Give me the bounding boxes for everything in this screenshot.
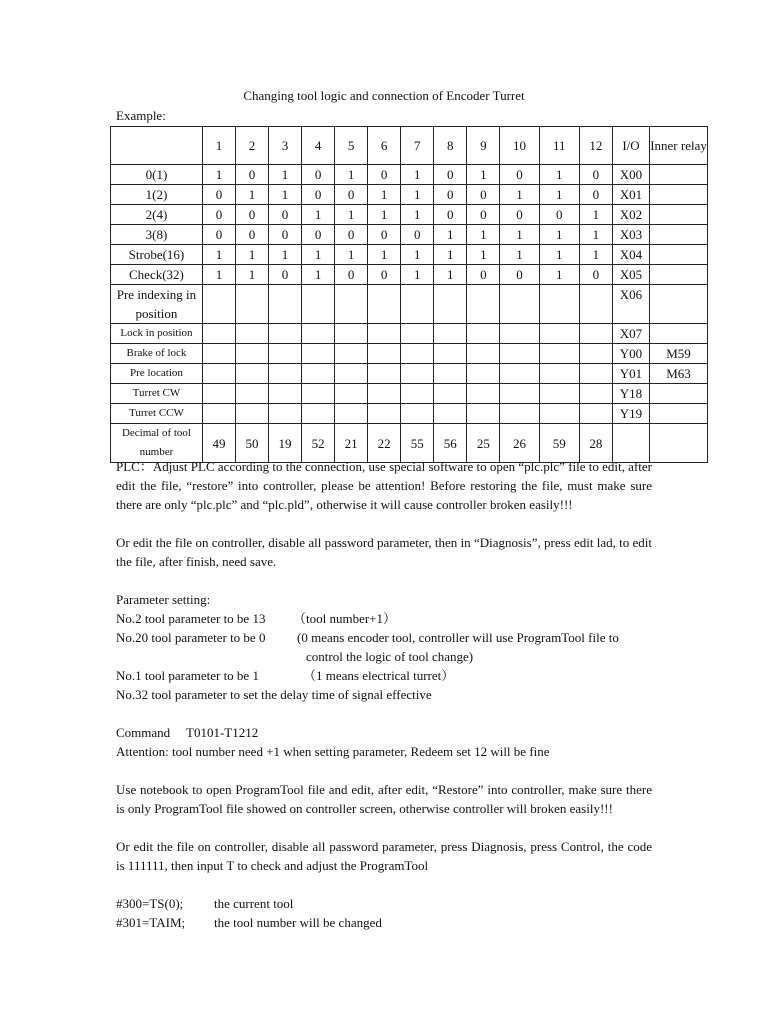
bit-cell: 1 [368, 185, 401, 205]
bit-cell [368, 285, 401, 324]
relay-cell [650, 165, 708, 185]
bit-cell: 0 [202, 205, 235, 225]
bit-cell [335, 384, 368, 404]
bit-cell [269, 344, 302, 364]
bit-cell: 0 [368, 225, 401, 245]
table-row [111, 344, 708, 364]
param-no1-name: No.1 tool parameter to be 1 [116, 668, 259, 683]
bit-cell [401, 384, 434, 404]
row-label: 3(8) [111, 225, 203, 245]
bit-cell: 0 [302, 165, 335, 185]
table-row [111, 165, 708, 185]
bit-cell [434, 344, 467, 364]
bit-cell: 1 [500, 225, 539, 245]
bit-cell [401, 285, 434, 324]
io-cell: X02 [612, 205, 649, 225]
table-row [111, 384, 708, 404]
row-label: 0(1) [111, 165, 203, 185]
bit-cell: 1 [434, 225, 467, 245]
bit-cell [368, 324, 401, 344]
header-cell: 4 [302, 127, 335, 165]
bit-cell: 0 [202, 185, 235, 205]
header-cell [111, 127, 203, 165]
bit-cell [539, 285, 579, 324]
bit-cell [368, 384, 401, 404]
bit-cell [235, 364, 268, 384]
row-label: 2(4) [111, 205, 203, 225]
param-no20-note: (0 means encoder tool, controller will use ProgramTool file to [297, 630, 619, 645]
programtool-paragraph: Use notebook to open ProgramTool file and edit, after edit, “Restore” into controller, make sure there is only ProgramTool file showed on controller screen, otherwise controller will broken easily!!! [116, 782, 652, 816]
io-cell: Y18 [612, 384, 649, 404]
plc-paragraph-2: Or edit the file on controller, disable all password parameter, then in “Diagnosis”, press edit lad, to edit the file, after finish, need save. [116, 535, 652, 569]
relay-cell [650, 324, 708, 344]
bit-cell [269, 324, 302, 344]
bit-cell: 1 [539, 185, 579, 205]
bit-cell: 0 [500, 265, 539, 285]
bit-cell [269, 384, 302, 404]
table-row [111, 185, 708, 205]
row-label: Turret CCW [111, 404, 203, 424]
bit-cell: 1 [500, 185, 539, 205]
bit-cell [401, 404, 434, 424]
bit-cell: 1 [335, 165, 368, 185]
relay-cell: M63 [650, 364, 708, 384]
io-cell: X07 [612, 324, 649, 344]
io-cell: X03 [612, 225, 649, 245]
bit-cell: 1 [539, 225, 579, 245]
bit-cell: 1 [302, 205, 335, 225]
bit-cell: 1 [401, 165, 434, 185]
bit-cell: 1 [579, 205, 612, 225]
bit-cell [579, 285, 612, 324]
header-cell: 9 [467, 127, 500, 165]
bit-cell [467, 324, 500, 344]
bit-cell: 0 [434, 165, 467, 185]
relay-cell [650, 205, 708, 225]
bit-cell: 0 [335, 265, 368, 285]
param-no20-note-cont: control the logic of tool change) [306, 649, 474, 664]
bit-cell: 59 [539, 424, 579, 463]
param-line-no2 [116, 609, 652, 628]
bit-cell [500, 344, 539, 364]
bit-cell: 0 [235, 225, 268, 245]
relay-cell [650, 404, 708, 424]
document-title: Changing tool logic and connection of Encoder Turret [243, 88, 525, 103]
example-label: Example: [116, 108, 166, 123]
row-label: Strobe(16) [111, 245, 203, 265]
table-row [111, 285, 708, 324]
bit-cell: 0 [539, 205, 579, 225]
bit-cell: 1 [235, 265, 268, 285]
bit-cell [500, 364, 539, 384]
io-cell: X04 [612, 245, 649, 265]
bit-cell: 1 [335, 205, 368, 225]
bit-cell [368, 344, 401, 364]
code-description: the tool number will be changed [214, 915, 382, 930]
bit-cell: 1 [269, 185, 302, 205]
bit-cell [579, 404, 612, 424]
bit-cell [579, 324, 612, 344]
bit-cell: 1 [539, 265, 579, 285]
header-cell: 8 [434, 127, 467, 165]
bit-cell [302, 285, 335, 324]
bit-cell [202, 404, 235, 424]
bit-cell [235, 384, 268, 404]
row-label: Pre indexing in position [111, 285, 203, 324]
bit-cell [335, 364, 368, 384]
tool-logic-table [110, 126, 708, 463]
header-cell: 12 [579, 127, 612, 165]
table-header-row [111, 127, 708, 165]
bit-cell: 1 [401, 265, 434, 285]
param-line-no32: No.32 tool parameter to set the delay time of signal effective [116, 687, 432, 702]
table-row [111, 265, 708, 285]
bit-cell [235, 285, 268, 324]
bit-cell [500, 384, 539, 404]
bit-cell: 21 [335, 424, 368, 463]
bit-cell: 1 [235, 245, 268, 265]
bit-cell: 0 [269, 225, 302, 245]
bit-cell: 55 [401, 424, 434, 463]
table-row [111, 225, 708, 245]
bit-cell: 1 [401, 205, 434, 225]
bit-cell: 1 [401, 185, 434, 205]
bit-cell [579, 364, 612, 384]
header-cell: Inner relay [650, 127, 708, 165]
param-no20-name: No.20 tool parameter to be 0 [116, 630, 266, 645]
bit-cell [335, 404, 368, 424]
bit-cell: 1 [467, 245, 500, 265]
bit-cell: 52 [302, 424, 335, 463]
bit-cell [579, 384, 612, 404]
bit-cell [467, 384, 500, 404]
bit-cell: 1 [467, 165, 500, 185]
io-cell: X00 [612, 165, 649, 185]
bit-cell: 1 [202, 165, 235, 185]
bit-cell: 0 [434, 185, 467, 205]
bit-cell [202, 344, 235, 364]
row-label: Check(32) [111, 265, 203, 285]
bit-cell: 0 [269, 265, 302, 285]
table-row [111, 364, 708, 384]
bit-cell [500, 285, 539, 324]
bit-cell: 1 [434, 265, 467, 285]
bit-cell: 0 [579, 165, 612, 185]
bit-cell [302, 404, 335, 424]
header-cell: I/O [612, 127, 649, 165]
bit-cell: 0 [434, 205, 467, 225]
bit-cell [269, 404, 302, 424]
param-line-no1 [116, 666, 652, 685]
header-cell: 7 [401, 127, 434, 165]
row-label: Pre location [111, 364, 203, 384]
table-row [111, 245, 708, 265]
bit-cell: 1 [368, 205, 401, 225]
bit-cell: 1 [202, 245, 235, 265]
bit-cell [500, 324, 539, 344]
bit-cell: 1 [368, 245, 401, 265]
bit-cell: 28 [579, 424, 612, 463]
bit-cell [368, 364, 401, 384]
code-text: #300=TS(0); [116, 896, 184, 911]
bit-cell [401, 324, 434, 344]
row-label: 1(2) [111, 185, 203, 205]
relay-cell [650, 265, 708, 285]
bit-cell: 1 [235, 185, 268, 205]
bit-cell: 1 [434, 245, 467, 265]
command-line [116, 723, 652, 742]
bit-cell: 1 [302, 245, 335, 265]
table-row [111, 404, 708, 424]
relay-cell [650, 245, 708, 265]
bit-cell: 0 [368, 265, 401, 285]
bit-cell [434, 364, 467, 384]
bit-cell: 1 [467, 225, 500, 245]
bit-cell [302, 364, 335, 384]
bit-cell [434, 324, 467, 344]
code-line [116, 894, 652, 913]
bit-cell [368, 404, 401, 424]
header-cell: 11 [539, 127, 579, 165]
bit-cell [269, 364, 302, 384]
row-label: Turret CW [111, 384, 203, 404]
header-cell: 2 [235, 127, 268, 165]
io-cell: X01 [612, 185, 649, 205]
param-no2-name: No.2 tool parameter to be 13 [116, 611, 266, 626]
bit-cell: 0 [335, 185, 368, 205]
relay-cell [650, 424, 708, 463]
header-cell: 5 [335, 127, 368, 165]
bit-cell [434, 285, 467, 324]
bit-cell: 0 [467, 185, 500, 205]
command-value: T0101-T1212 [186, 725, 259, 740]
bit-cell: 0 [302, 185, 335, 205]
bit-cell [539, 344, 579, 364]
code-text: #301=TAIM; [116, 915, 186, 930]
command-label: Command [116, 725, 171, 740]
bit-cell [235, 324, 268, 344]
programtool-paragraph-2: Or edit the file on controller, disable all password parameter, press Diagnosis, press Control, the code is 111111, then input T to check and adjust the ProgramTool [116, 839, 652, 873]
io-cell: Y00 [612, 344, 649, 364]
bit-cell [202, 384, 235, 404]
bit-cell [579, 344, 612, 364]
relay-cell [650, 185, 708, 205]
bit-cell: 50 [235, 424, 268, 463]
table-row [111, 324, 708, 344]
bit-cell: 0 [269, 205, 302, 225]
bit-cell: 0 [579, 185, 612, 205]
bit-cell: 1 [202, 265, 235, 285]
bit-cell [202, 324, 235, 344]
bit-cell [235, 344, 268, 364]
bit-cell [467, 404, 500, 424]
bit-cell: 0 [335, 225, 368, 245]
row-label: Brake of lock [111, 344, 203, 364]
param-line-no20-cont [116, 647, 652, 666]
param-no1-note: （1 means electrical turret） [303, 668, 455, 683]
bit-cell [335, 344, 368, 364]
bit-cell: 0 [401, 225, 434, 245]
bit-cell [539, 384, 579, 404]
bit-cell [500, 404, 539, 424]
header-cell: 3 [269, 127, 302, 165]
attention-line: Attention: tool number need +1 when setting parameter, Redeem set 12 will be fine [116, 744, 550, 759]
io-cell: Y01 [612, 364, 649, 384]
bit-cell [539, 324, 579, 344]
bit-cell [302, 384, 335, 404]
bit-cell: 1 [269, 245, 302, 265]
bit-cell: 1 [579, 245, 612, 265]
bit-cell: 22 [368, 424, 401, 463]
bit-cell: 1 [579, 225, 612, 245]
bit-cell: 0 [500, 205, 539, 225]
param-no2-note: （tool number+1） [293, 611, 397, 626]
plc-paragraph: PLC：Adjust PLC according to the connection, use special software to open “plc.plc” file to edit, after edit the file, “restore” into controller, please be attention! Before restoring the file, must make sure there are only “plc.plc” and “plc.pld”, otherwise it will cause controller broken easily!!! [116, 459, 652, 512]
bit-cell: 26 [500, 424, 539, 463]
table-body [111, 127, 708, 463]
bit-cell [269, 285, 302, 324]
parameter-heading: Parameter setting: [116, 592, 211, 607]
bit-cell: 1 [401, 245, 434, 265]
row-label: Decimal of tool number [111, 424, 203, 463]
bit-cell: 56 [434, 424, 467, 463]
bit-cell: 1 [539, 245, 579, 265]
header-cell: 1 [202, 127, 235, 165]
relay-cell [650, 225, 708, 245]
bit-cell [335, 285, 368, 324]
code-description: the current tool [214, 896, 294, 911]
bit-cell [467, 344, 500, 364]
bit-cell [235, 404, 268, 424]
bit-cell: 0 [235, 205, 268, 225]
bit-cell [401, 344, 434, 364]
bit-cell: 1 [335, 245, 368, 265]
row-label: Lock in position [111, 324, 203, 344]
bit-cell: 0 [368, 165, 401, 185]
io-cell: X06 [612, 285, 649, 324]
io-cell: X05 [612, 265, 649, 285]
io-cell: Y19 [612, 404, 649, 424]
bit-cell: 1 [539, 165, 579, 185]
code-line [116, 913, 652, 932]
bit-cell: 49 [202, 424, 235, 463]
param-line-no20 [116, 628, 652, 647]
bit-cell: 1 [302, 265, 335, 285]
bit-cell: 0 [579, 265, 612, 285]
bit-cell [202, 285, 235, 324]
bit-cell [539, 364, 579, 384]
relay-cell: M59 [650, 344, 708, 364]
bit-cell [434, 404, 467, 424]
header-cell: 6 [368, 127, 401, 165]
bit-cell [467, 285, 500, 324]
bit-cell [202, 364, 235, 384]
bit-cell: 0 [467, 265, 500, 285]
bit-cell: 0 [467, 205, 500, 225]
bit-cell: 0 [235, 165, 268, 185]
bit-cell [335, 324, 368, 344]
table-row [111, 205, 708, 225]
bit-cell [467, 364, 500, 384]
header-cell: 10 [500, 127, 539, 165]
bit-cell [539, 404, 579, 424]
bit-cell: 1 [500, 245, 539, 265]
bit-cell [401, 364, 434, 384]
bit-cell: 0 [500, 165, 539, 185]
bit-cell [434, 384, 467, 404]
bit-cell: 0 [202, 225, 235, 245]
bit-cell [302, 324, 335, 344]
bit-cell [302, 344, 335, 364]
bit-cell: 25 [467, 424, 500, 463]
relay-cell [650, 384, 708, 404]
bit-cell: 1 [269, 165, 302, 185]
relay-cell [650, 285, 708, 324]
bit-cell: 0 [302, 225, 335, 245]
bit-cell: 19 [269, 424, 302, 463]
